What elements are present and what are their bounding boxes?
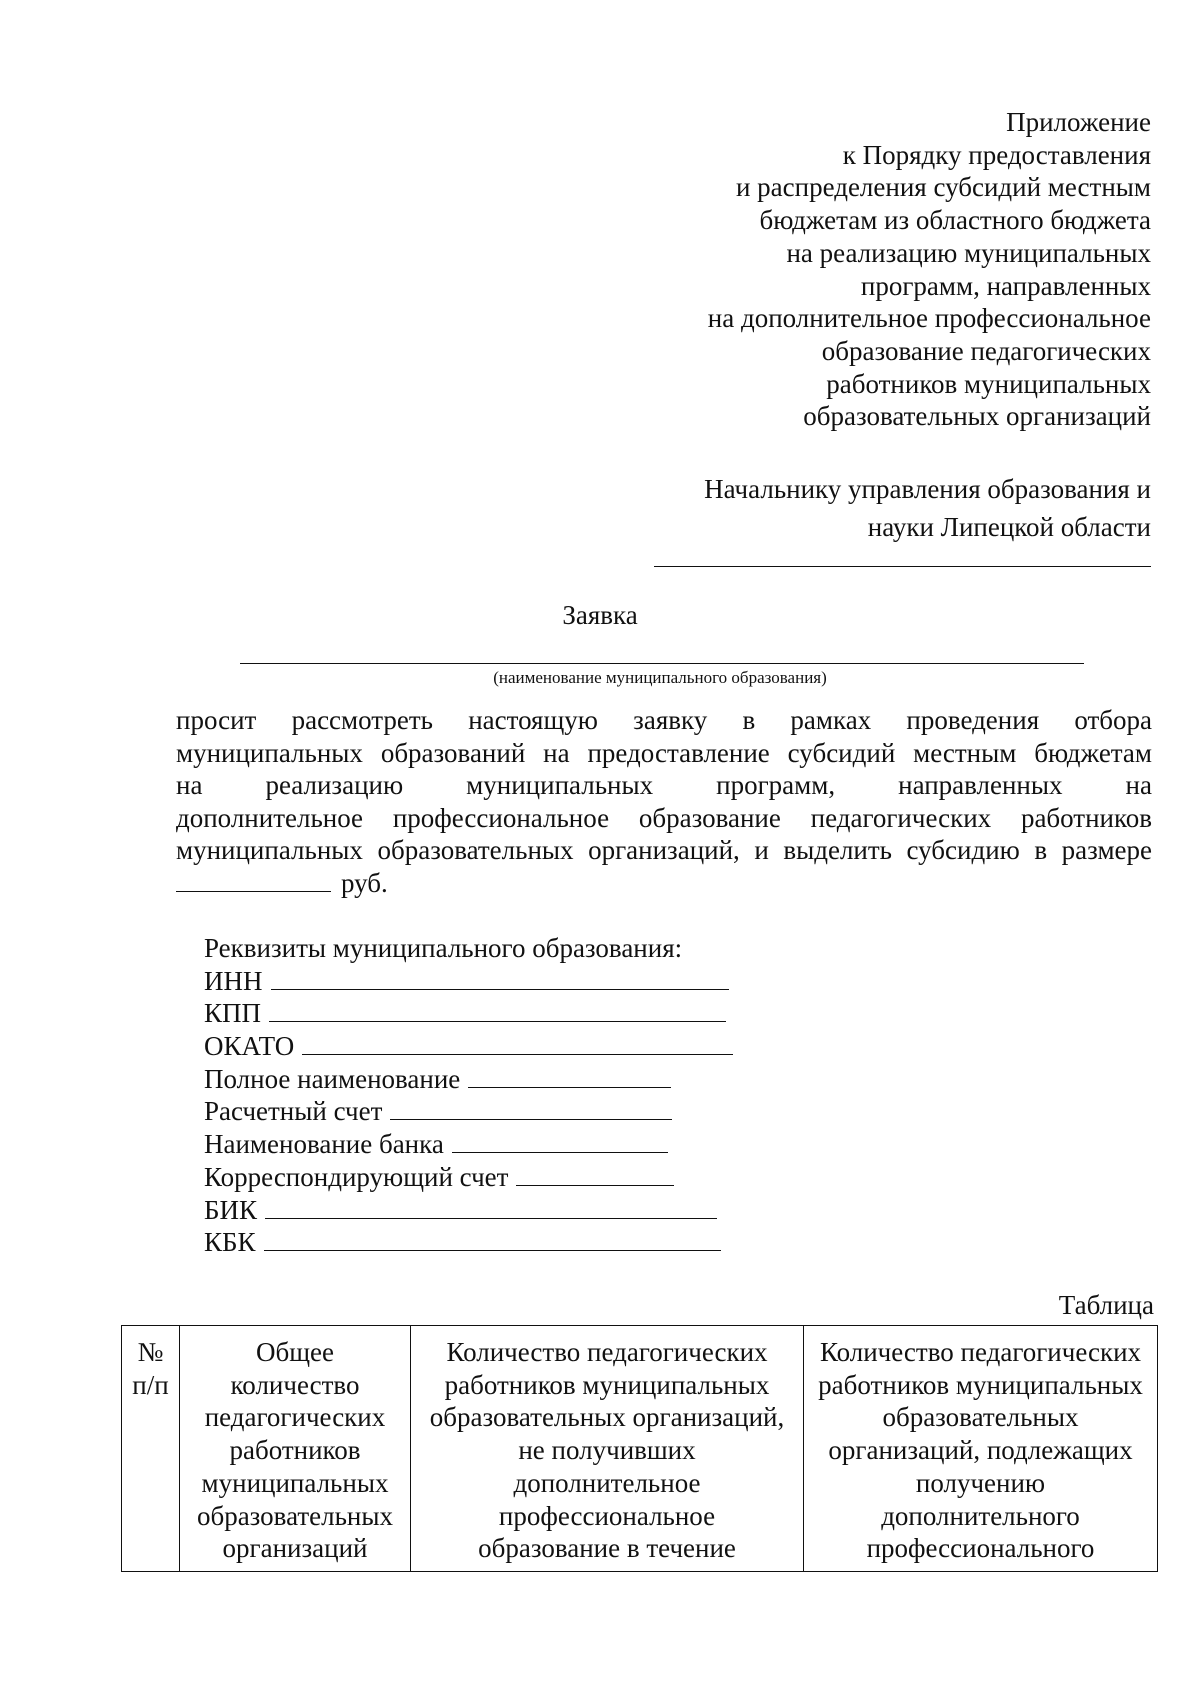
requisite-label: Наименование банка bbox=[204, 1129, 444, 1160]
requisite-kpp bbox=[204, 997, 733, 1030]
header-text: получению bbox=[915, 1467, 1046, 1498]
requisite-full-name bbox=[204, 1063, 733, 1096]
requisite-label: КПП bbox=[204, 998, 262, 1029]
addressee-line: науки Липецкой области bbox=[867, 512, 1151, 542]
annex-block bbox=[531, 106, 1151, 433]
header-text: образовательных bbox=[196, 1500, 394, 1531]
header-cell-total bbox=[180, 1326, 411, 1572]
requisite-okato bbox=[204, 1030, 733, 1063]
header-text: образовательных bbox=[882, 1402, 1079, 1433]
header-text: дополнительного bbox=[881, 1500, 1080, 1531]
request-line: дополнительное профессиональное образование педагогических работников bbox=[176, 802, 1152, 833]
requisite-label: БИК bbox=[204, 1194, 258, 1225]
annex-line: на дополнительное профессиональное bbox=[707, 303, 1151, 334]
amount-blank bbox=[176, 869, 331, 892]
request-line: просит рассмотреть настоящую заявку в рамках проведения отбора bbox=[176, 705, 1152, 735]
document-title: Заявка bbox=[562, 600, 638, 630]
request-line: муниципальных образований на предоставление субсидий местным бюджетам bbox=[176, 737, 1152, 768]
header-cell-not-received bbox=[411, 1326, 804, 1572]
table-label: Таблица bbox=[1058, 1290, 1154, 1320]
header-text: организаций, подлежащих bbox=[828, 1435, 1133, 1466]
data-table bbox=[121, 1325, 1158, 1572]
header-text: количество bbox=[230, 1369, 360, 1400]
requisite-blank bbox=[269, 999, 726, 1022]
requisite-blank bbox=[516, 1163, 674, 1186]
requisite-blank bbox=[468, 1065, 671, 1088]
header-text: муниципальных bbox=[201, 1467, 389, 1498]
requisite-blank bbox=[390, 1097, 672, 1120]
request-amount-line bbox=[176, 867, 1152, 900]
header-text: работников bbox=[229, 1435, 361, 1466]
amount-suffix: руб. bbox=[341, 867, 388, 898]
requisites-block bbox=[204, 932, 733, 1259]
annex-line: и распределения субсидий местным bbox=[735, 172, 1151, 203]
addressee-signature-blank bbox=[654, 566, 1151, 567]
header-text: профессионального bbox=[866, 1533, 1095, 1564]
municipality-name-blank bbox=[240, 663, 1084, 664]
municipality-caption: (наименование муниципального образования) bbox=[493, 668, 827, 687]
header-text: не получивших bbox=[518, 1435, 696, 1466]
requisite-inn bbox=[204, 965, 733, 998]
header-text: профессиональное bbox=[498, 1500, 716, 1531]
annex-line: к Порядку предоставления bbox=[842, 139, 1151, 170]
header-text: Общее bbox=[256, 1337, 334, 1367]
annex-line: Приложение bbox=[1006, 107, 1151, 137]
annex-line: образовательных организаций bbox=[803, 401, 1151, 432]
header-text: образование в течение bbox=[478, 1533, 736, 1564]
annex-line: работников муниципальных bbox=[826, 368, 1151, 399]
requisite-label: Полное наименование bbox=[204, 1063, 461, 1094]
annex-line: бюджетам из областного бюджета bbox=[759, 205, 1151, 236]
requisite-blank bbox=[452, 1130, 668, 1153]
requisite-blank bbox=[264, 1228, 721, 1251]
requisites-heading: Реквизиты муниципального образования: bbox=[204, 933, 683, 963]
header-text: образовательных организаций, bbox=[429, 1402, 785, 1433]
header-text: педагогических bbox=[204, 1402, 386, 1433]
header-text: № bbox=[137, 1337, 164, 1367]
annex-line: программ, направленных bbox=[860, 270, 1151, 301]
requisite-bik bbox=[204, 1194, 733, 1227]
annex-line: на реализацию муниципальных bbox=[786, 237, 1151, 268]
requisite-label: КБК bbox=[204, 1227, 256, 1258]
table-header-row bbox=[122, 1326, 1158, 1572]
request-paragraph bbox=[176, 704, 1152, 899]
requisite-bank-name bbox=[204, 1128, 733, 1161]
requisite-blank bbox=[265, 1196, 717, 1219]
requisite-label: ИНН bbox=[204, 965, 263, 996]
header-text: организаций bbox=[222, 1533, 368, 1564]
request-line: муниципальных образовательных организаций, и выделить субсидию в размере bbox=[176, 835, 1152, 865]
requisite-label: Корреспондирующий счет bbox=[204, 1161, 509, 1192]
header-text: Количество педагогических bbox=[819, 1337, 1142, 1367]
annex-line: образование педагогических bbox=[821, 335, 1151, 366]
requisite-account bbox=[204, 1095, 733, 1128]
requisite-corr-account bbox=[204, 1161, 733, 1194]
requisite-blank bbox=[271, 967, 729, 990]
header-cell-number bbox=[122, 1326, 180, 1572]
requisite-label: Расчетный счет bbox=[204, 1096, 383, 1127]
addressee-line: Начальнику управления образования и bbox=[704, 474, 1151, 504]
requisite-label: ОКАТО bbox=[204, 1031, 295, 1062]
header-text: работников муниципальных bbox=[444, 1369, 770, 1400]
header-text: п/п bbox=[132, 1369, 169, 1400]
requisite-blank bbox=[302, 1032, 733, 1055]
header-text: дополнительное bbox=[513, 1467, 701, 1498]
request-line: на реализацию муниципальных программ, направленных на bbox=[176, 770, 1152, 800]
addressee-block bbox=[531, 470, 1151, 546]
requisite-kbk bbox=[204, 1226, 733, 1259]
header-text: работников муниципальных bbox=[818, 1369, 1143, 1400]
header-text: Количество педагогических bbox=[446, 1337, 768, 1367]
header-cell-to-receive bbox=[804, 1326, 1158, 1572]
